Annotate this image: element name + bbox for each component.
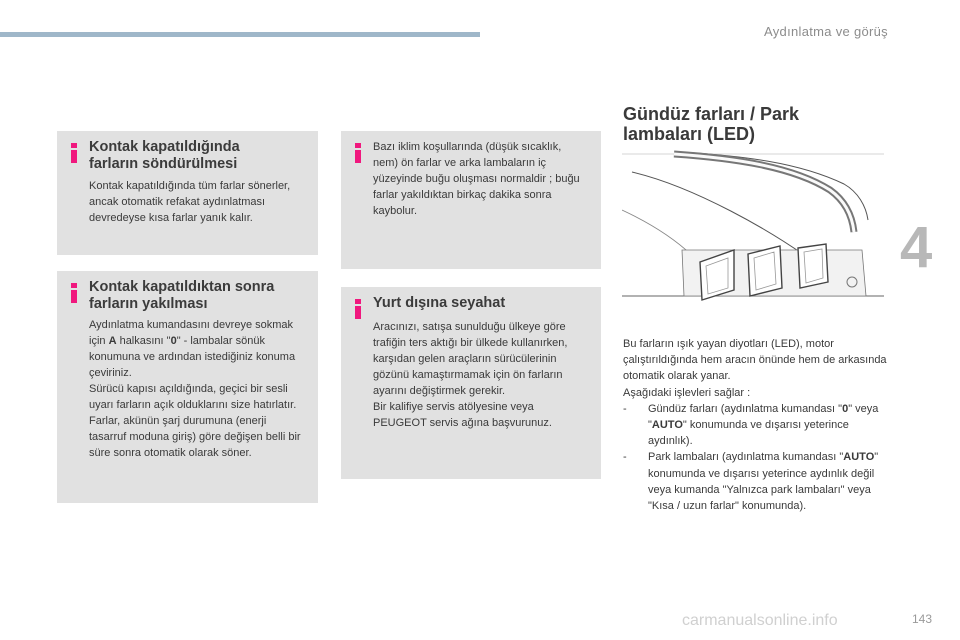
list-item: - Gündüz farları (aydınlatma kumandası "0" veya "AUTO" konumunda ve dışarısı yeterince aydınlık). [623, 402, 879, 448]
section-heading: Gündüz farları / Park lambaları (LED) [623, 104, 800, 144]
info-box-lights-after-ignition [57, 271, 318, 503]
info-box-text [373, 319, 589, 431]
info-box-text [89, 178, 306, 226]
info-box-title: Kontak kapatıldığında farların söndürülmesi [89, 139, 240, 172]
paragraph: Bazı iklim koşullarında (düşük sıcaklık, nem) ön farlar ve arka lambaların iç yüzeyinde buğu oluşması normaldir ; buğu farlar yakıldıktan birkaç dakika sonra kaybolur. [373, 141, 580, 217]
paragraph: Bu farların ışık yayan diyotları (LED), motor çalıştırıldığında hem aracın önünde hem de arkasında otomatik olarak yanar. [623, 338, 887, 383]
paragraph: Bir kalifiye servis atölyesine veya PEUGEOT servis ağına başvurunuz. [373, 401, 552, 429]
section-title: Aydınlatma ve görüş [764, 24, 888, 39]
paragraph: Aracınızı, satışa sunulduğu ülkeye göre trafiğin ters aktığı bir ülkede kullanırken, karşıdan gelen araçların sürücülerinin gözünü kamaştırmamak için ön farların ayarını değiştirmek gerekir. [373, 321, 568, 397]
info-box-text [89, 317, 306, 461]
info-box-title: Yurt dışına seyahat [373, 295, 506, 311]
chapter-number: 4 [900, 215, 933, 280]
paragraph: Kontak kapatıldığında tüm farlar sönerler, ancak otomatik refakat aydınlatması devredeyse kısa farlar yanık kalır. [89, 180, 291, 224]
info-icon [353, 299, 363, 319]
paragraph: Farlar, akünün şarj durumuna (enerji tasarruf moduna giriş) göre değişen belli bir süre sonra otomatik olarak söner. [89, 415, 301, 459]
header-bar [0, 32, 480, 37]
info-box-travel-abroad [341, 287, 601, 479]
info-box-condensation [341, 131, 601, 269]
list-item: - Park lambaları (aydınlatma kumandası "AUTO" konumunda ve dışarısı yeterince aydınlık değil veya kumanda "Yalnızca park lambaları" veya "Kısa / uzun farlar" konumunda). [623, 451, 879, 513]
page-number: 143 [911, 612, 932, 626]
led-description [623, 336, 891, 514]
led-headlamp-illustration [622, 150, 884, 320]
info-icon [353, 143, 363, 163]
info-box-title: Kontak kapatıldıktan sonra farların yakılması [89, 279, 275, 312]
info-icon [69, 143, 79, 163]
paragraph: Aydınlatma kumandasını devreye sokmak için A halkasını "0" - lambalar sönük konumuna ve ardından istediğiniz konuma çeviriniz. [89, 319, 296, 379]
info-box-ignition-off [57, 131, 318, 255]
paragraph: Sürücü kapısı açıldığında, geçici bir sesli uyarı farların açık olduklarını size hatırlatır. [89, 383, 297, 411]
watermark: carmanualsonline.info [682, 612, 838, 629]
paragraph: Aşağıdaki işlevleri sağlar : [623, 386, 751, 399]
info-box-text [373, 139, 589, 219]
info-icon [69, 283, 79, 303]
